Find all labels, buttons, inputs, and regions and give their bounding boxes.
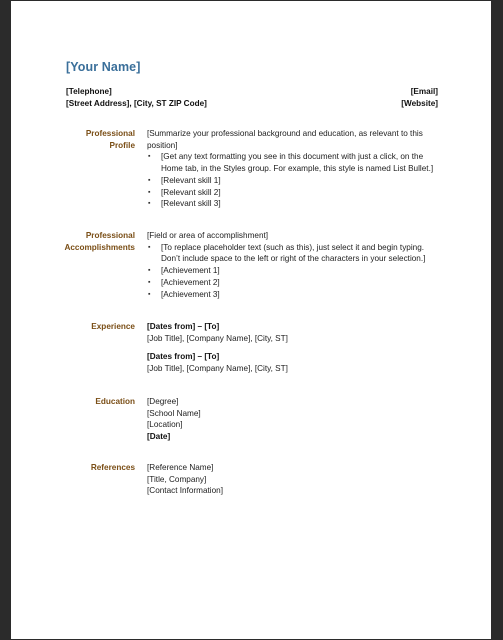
section-label-references: References (90, 463, 135, 472)
section-body-profile (147, 128, 437, 210)
section-label-line: Professional (85, 129, 135, 138)
job-dates[interactable]: [Dates from] – [To] (147, 352, 220, 362)
section-body-accomplishments (147, 230, 437, 300)
list-item[interactable]: ▪ [Relevant skill 1] (147, 175, 437, 187)
list-item[interactable]: ▪ [Achievement 3] (147, 289, 437, 301)
section-label-accomplishments (45, 230, 135, 255)
education-location[interactable]: [Location] (147, 420, 183, 430)
accomplishment-field[interactable]: [Field or area of accomplishment] (147, 231, 269, 240)
list-item[interactable]: ▪ [Achievement 1] (147, 265, 437, 277)
list-item[interactable]: ▪ [Relevant skill 2] (147, 187, 437, 199)
education-school[interactable]: [School Name] (147, 408, 201, 418)
website-field[interactable]: [Website] (401, 99, 438, 108)
section-body-references (147, 462, 437, 497)
accomplishment-bullet-list (147, 242, 437, 301)
address-field[interactable]: [Street Address], [City, ST ZIP Code] (66, 99, 207, 108)
section-label-line: Professional (85, 231, 135, 240)
reference-name[interactable]: [Reference Name] (147, 463, 214, 472)
telephone-field[interactable]: [Telephone] (66, 87, 112, 96)
list-item[interactable]: ▪ [To replace placeholder text (such as this), just select it and begin typing. Don’t include space to the left or right of the characters in your selection.] (147, 242, 437, 265)
education-degree[interactable]: [Degree] (147, 397, 179, 406)
section-label-profile (45, 128, 135, 153)
section-label-line: Profile (109, 141, 135, 151)
profile-bullet-list (147, 151, 437, 210)
reference-contact[interactable]: [Contact Information] (147, 486, 223, 496)
section-label-line: Accomplishments (64, 243, 135, 253)
list-item[interactable]: ▪ [Get any text formatting you see in this document with just a click, on the Home tab, in the Styles group. For example, this style is named List Bullet.] (147, 151, 437, 174)
section-body-education (147, 396, 437, 443)
job-dates[interactable]: [Dates from] – [To] (147, 322, 220, 331)
resume-name[interactable]: [Your Name] (66, 60, 141, 74)
job-details[interactable]: [Job Title], [Company Name], [City, ST] (147, 333, 288, 343)
contact-row-2 (66, 98, 438, 110)
email-field[interactable]: [Email] (410, 87, 438, 96)
list-item[interactable]: ▪ [Relevant skill 3] (147, 198, 437, 210)
section-label-education: Education (95, 397, 135, 406)
list-item[interactable]: ▪ [Achievement 2] (147, 277, 437, 289)
reference-title[interactable]: [Title, Company] (147, 474, 207, 484)
job-details[interactable]: [Job Title], [Company Name], [City, ST] (147, 364, 288, 374)
education-date[interactable]: [Date] (147, 432, 171, 442)
profile-summary[interactable]: [Summarize your professional background and education, as relevant to this position] (147, 129, 423, 150)
section-label-experience: Experience (91, 322, 135, 331)
section-body-experience (147, 321, 437, 375)
contact-row-1 (66, 86, 438, 98)
